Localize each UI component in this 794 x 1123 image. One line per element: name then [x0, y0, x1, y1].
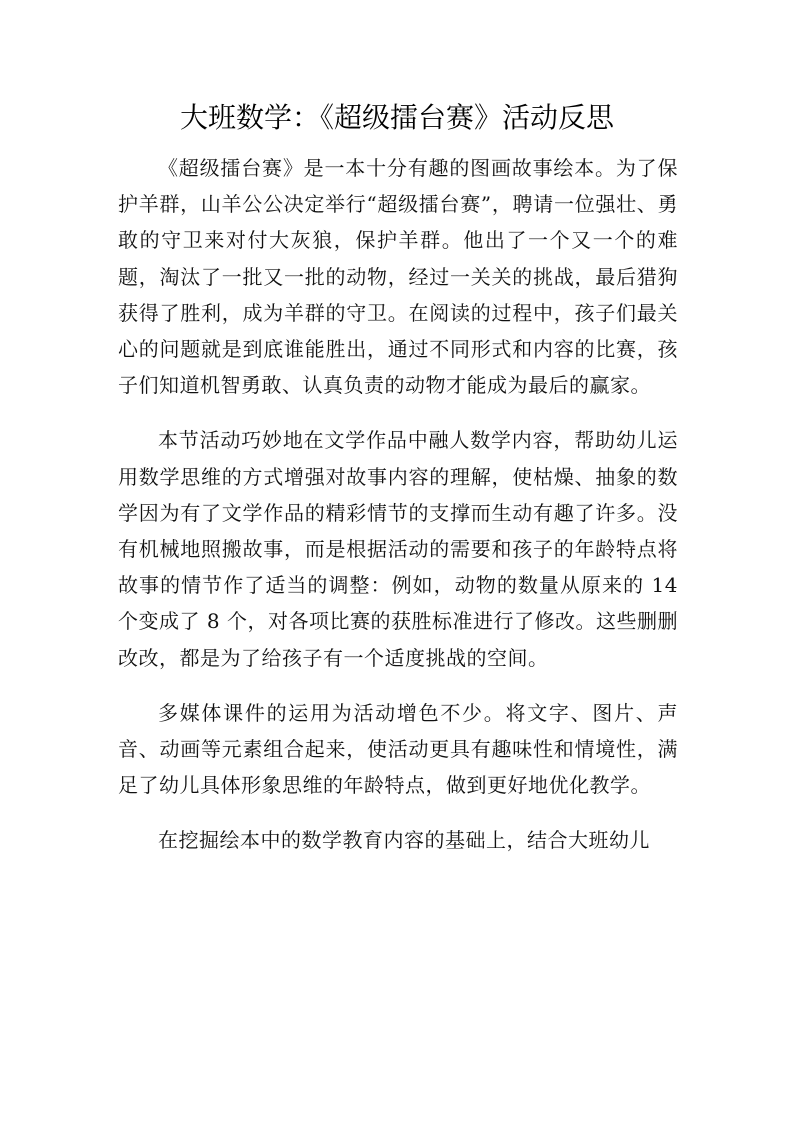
document-title: 大班数学：《超级擂台赛》活动反思: [179, 101, 614, 134]
paragraph-3: 多媒体课件的运用为活动增色不少。将文字、图片、声音、动画等元素组合起来，使活动更具有趣味性和情境性，满足了幼儿具体形象思维的年龄特点，做到更好地优化教学。: [118, 700, 678, 798]
document-body: [118, 150, 678, 878]
paragraph-1: 《超级擂台赛》是一本十分有趣的图画故事绘本。为了保护羊群，山羊公公决定举行“超级擂台赛”，聘请一位强壮、勇敢的守卫来对付大灰狼，保护羊群。他出了一个又一个的难题，淘汰了一批又一批的动物，经过一关关的挑战，最后猎狗获得了胜利，成为羊群的守卫。在阅读的过程中，孩子们最关心的问题就是到底谁能胜出，通过不同形式和内容的比赛，孩子们知道机智勇敢、认真负责的动物才能成为最后的赢家。: [118, 156, 678, 398]
paragraph-4: 在挖掘绘本中的数学教育内容的基础上，结合大班幼儿: [158, 828, 650, 853]
paragraph-2: 本节活动巧妙地在文学作品中融人数学内容，帮助幼儿运用数学思维的方式增强对故事内容的理解，使枯燥、抽象的数学因为有了文学作品的精彩情节的支撑而生动有趣了许多。没有机械地照搬故事，而是根据活动的需要和孩子的年龄特点将故事的情节作了适当的调整：例如，动物的数量从原来的 14 个变成了 8 个，对各项比赛的获胜标准进行了修改。这些删删改改，都是为了给孩子有一个适度挑战的空间。: [118, 428, 678, 670]
